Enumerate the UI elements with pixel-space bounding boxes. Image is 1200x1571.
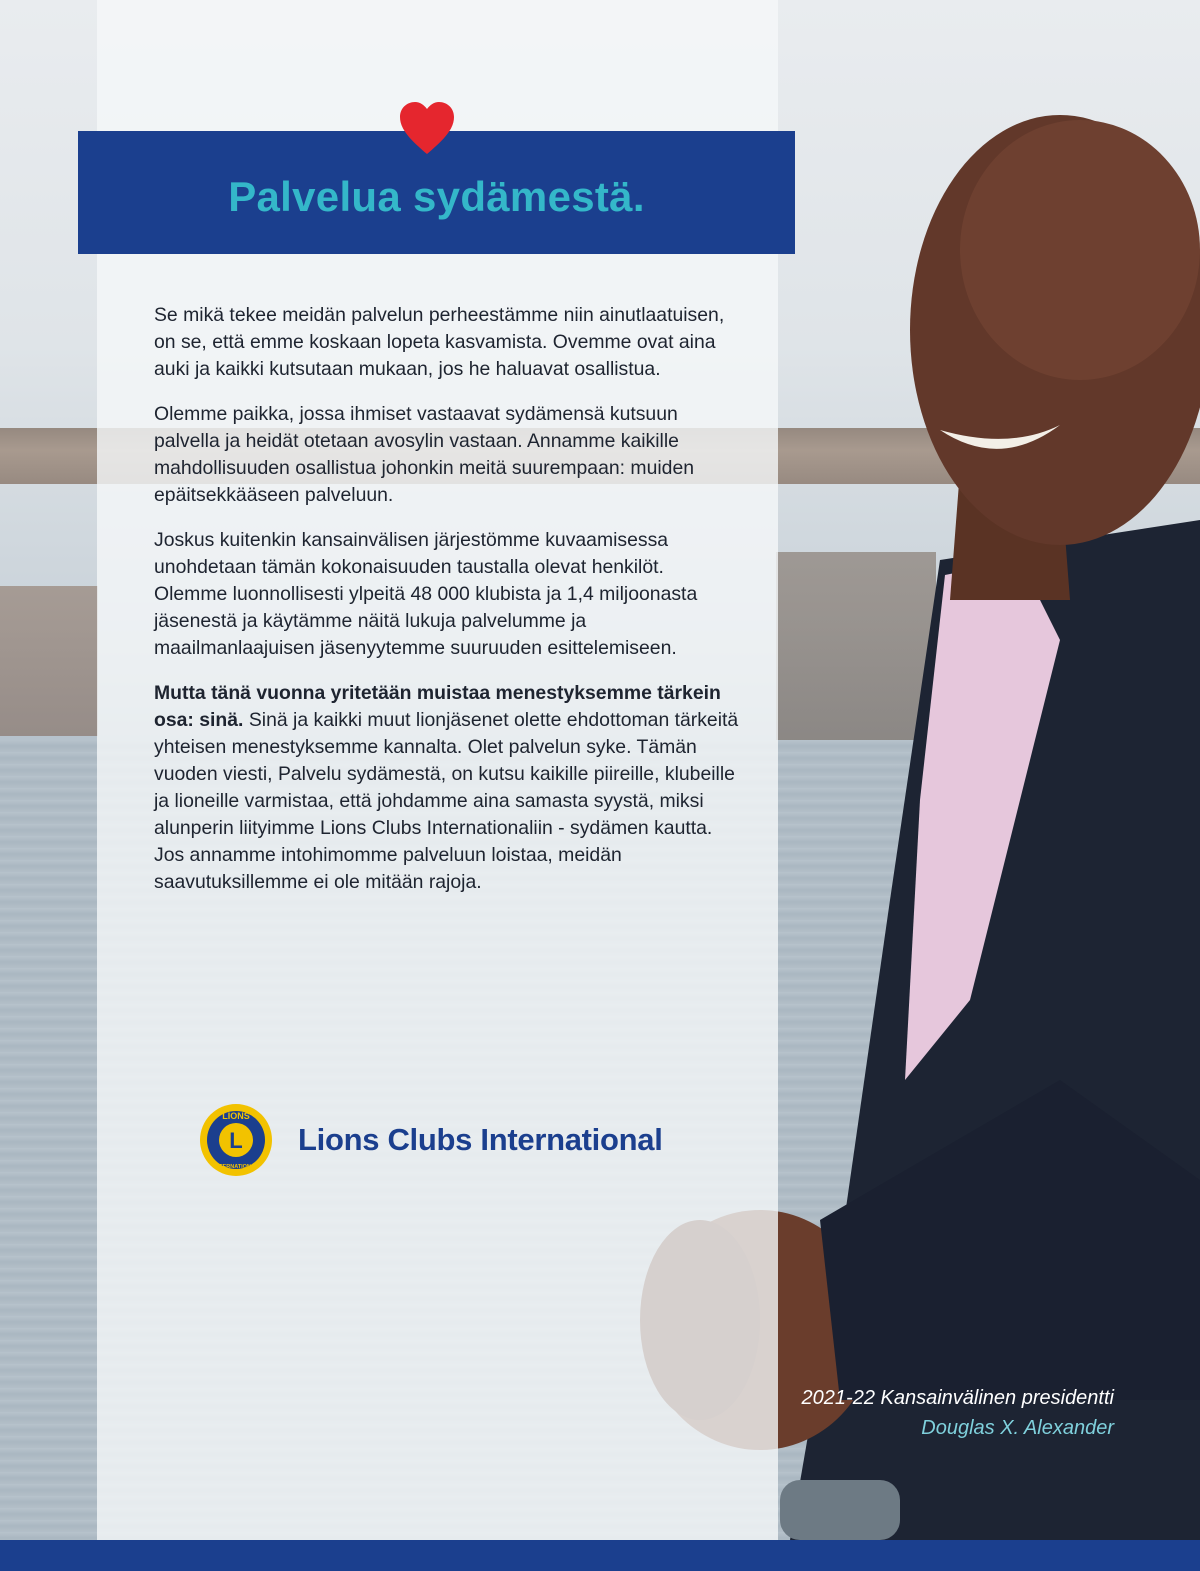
page-title: Palvelua sydämestä. — [228, 172, 645, 220]
lions-emblem-icon — [198, 1102, 274, 1178]
photo-caption — [802, 1383, 1114, 1443]
paragraph-4-bold: Mutta tänä vuonna yritetään muistaa menestyksemme tärkein osa: sinä. — [154, 682, 721, 731]
heart-icon — [398, 100, 456, 158]
article-body — [154, 302, 739, 914]
emblem-top-text: LIONS — [222, 1111, 250, 1121]
footer-bar — [0, 1540, 1200, 1571]
paragraph-3: Joskus kuitenkin kansainvälisen järjestömme kuvaamisessa unohdetaan tämän kokonaisuuden taustalla olevat henkilöt. Olemme luonnollisesti ylpeitä 48 000 klubista ja 1,4 miljoonasta jäsenestä ja käytämme näitä lukuja palvelumme ja maailmanlaajuisen jäsenyytemme suuruuden esittelemiseen. — [154, 529, 698, 659]
paragraph-1: Se mikä tekee meidän palvelun perheestämme niin ainutlaatuisen, on se, että emme koskaan lopeta kasvamista. Ovemme ovat aina auki ja kaikki kutsutaan mukaan, jos he haluavat osallistua. — [154, 304, 725, 380]
paragraph-4 — [154, 680, 739, 896]
building-left — [0, 586, 98, 736]
emblem-bottom-text: INTERNATIONAL — [213, 1164, 259, 1170]
caption-role: 2021-22 Kansainvälinen presidentti — [801, 1387, 1114, 1409]
paragraph-2: Olemme paikka, jossa ihmiset vastaavat sydämensä kutsuun palvella ja heidät otetaan avosylin vastaan. Annamme kaikille mahdollisuuden osallistua johonkin meitä suurempaan: muiden epäitsekkääseen palveluun. — [154, 403, 695, 506]
caption-name: Douglas X. Alexander — [921, 1417, 1114, 1439]
logo-wordmark: Lions Clubs International — [298, 1122, 663, 1157]
lions-logo — [198, 1100, 678, 1180]
emblem-letter: L — [229, 1128, 243, 1153]
paragraph-4-rest: Sinä ja kaikki muut lionjäsenet olette ehdottoman tärkeitä yhteisen menestyksemme kannalta. Olet palvelun syke. Tämän vuoden viesti, Palvelu sydämestä, on kutsu kaikille piireille, klubeille ja lioneille varmistaa, että johdamme aina samasta syystä, miksi alunperin liityimme Lions Clubs Internationaliin - sydämen kautta. Jos annamme intohimomme palveluun loistaa, meidän saavutuksillemme ei ole mitään rajoja. — [154, 709, 739, 893]
